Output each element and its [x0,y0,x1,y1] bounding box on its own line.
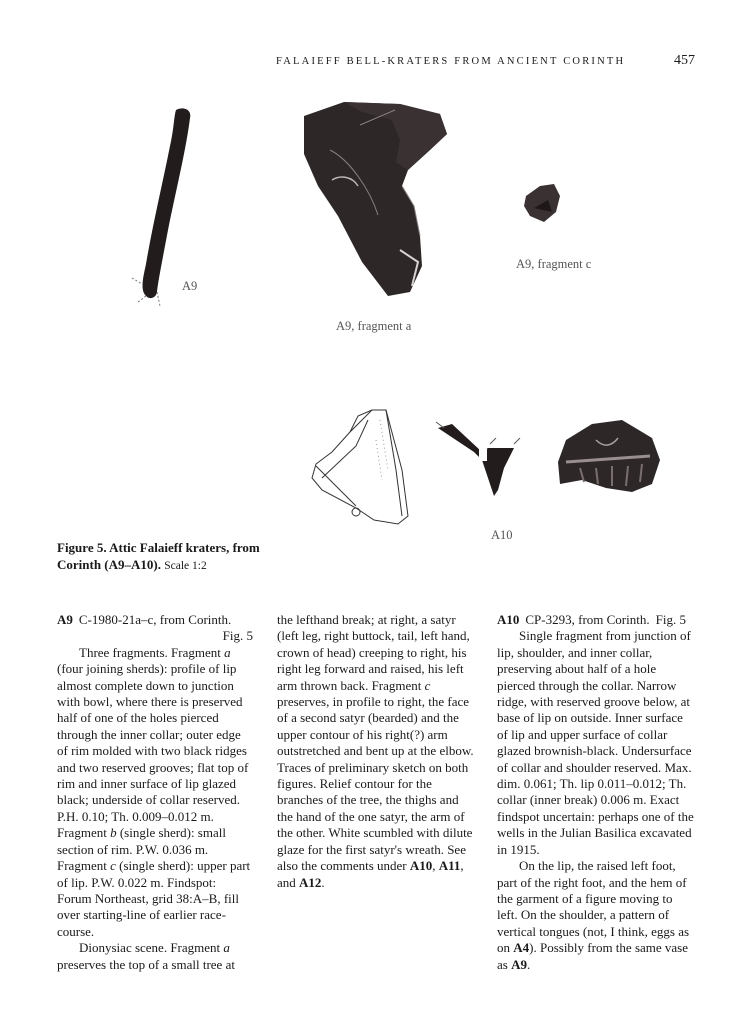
paragraph: On the lip, the raised left foot, part of the right foot, and the hem of the garment of a figure moving to left. On the shoulder, a pattern of vertical tongues (not, I think, eggs as on A4). Possibly from the same vase as A9. [497,858,690,972]
a9-profile-drawing [143,108,191,298]
paragraph: Three fragments. Fragment a (four joining sherds): profile of lip almost complete down to junction with bowl, where there is preserved half of one of the holes pierced through the inner collar; outer edge of rim molded with two black ridges and two reserved grooves; flat top of rim and inner surface of lip glazed black; underside of collar reserved. P.H. 0.10; Th. 0.009–0.012 m. Fragment b (single sherd): small section of rim. P.W. 0.036 m. Fragment c (single sherd): upper part of lip. P.W. 0.022 m. Findspot: Forum Northeast, grid 38:A–B, fill over starting-line of earlier race-course. [57,644,251,939]
figure-reference: Fig. 5 [655,612,686,627]
entry-a10-heading [497,612,695,628]
cross-reference: A12 [299,874,322,890]
column-3 [497,612,695,973]
label-a9-fragment-a: A9, fragment a [336,319,412,333]
paragraph: the lefthand break; at right, a satyr (left leg, right buttock, tail, left hand, crown of head) creeping to right, his right leg forward and raised, his left arm thrown back. Fragment c preserves, in profile to right, the face of a second satyr (bearded) and the upper contour of his right(?) arm outstretched and bent up at the elbow. Traces of preliminary sketch on both figures. Relief contour for the branches of the tree, the thighs and the hand of the one satyr, the arm of the other. White scumbled with dilute glaze for the first satyr's wreath. See also the comments under A10, A11, and A12. [277,612,474,890]
catalog-number: A10 [497,612,520,627]
cross-reference: A4 [513,940,530,956]
paragraph: Dionysiac scene. Fragment a preserves the top of a small tree at [57,940,235,972]
paragraph: Single fragment from junction of lip, shoulder, and inner collar, preserving about half of a hole pierced through the collar. Narrow ridge, with reserved groove below, at base of lip on outside. Inner surface of lip and upper surface of collar glazed brownish-black. Undersurface of collar and shoulder reserved. Max. dim. 0.061; Th. lip 0.011–0.012; Th. collar (inner break) 0.006 m. Exact findspot uncertain: perhaps one of the wells in the Julian Basilica excavated in 1915. [497,628,694,857]
label-a10: A10 [491,528,513,542]
label-a9-fragment-c: A9, fragment c [516,257,592,271]
cross-reference: A11 [438,858,461,874]
a9-fragment-c-photo [524,184,560,222]
page-number: 457 [674,53,695,68]
figure-caption-scale: Scale 1:2 [164,560,207,572]
a10-photo [558,420,660,492]
figure-caption [57,539,272,575]
catalog-number: A9 [57,612,73,627]
figure-caption-title: Figure 5. Attic Falaieff kraters, from Corinth (A9–A10). [57,540,260,572]
cross-reference: A9 [511,956,527,972]
inventory-number: C-1980-21a–c, from Corinth. [78,612,232,627]
entry-a9-heading [57,612,253,645]
a9-fragment-a-photo [304,102,447,296]
figure-reference: Fig. 5 [222,628,253,644]
label-a9: A9 [182,279,198,293]
running-head: FALAIEFF BELL-KRATERS FROM ANCIENT CORINTH [276,56,626,67]
inventory-number: CP-3293, from Corinth. [525,612,650,627]
a10-section-drawing [436,422,520,496]
cross-reference: A10 [409,858,433,874]
column-2 [277,612,475,891]
a10-profile-drawing [312,410,408,524]
column-1 [57,612,253,973]
